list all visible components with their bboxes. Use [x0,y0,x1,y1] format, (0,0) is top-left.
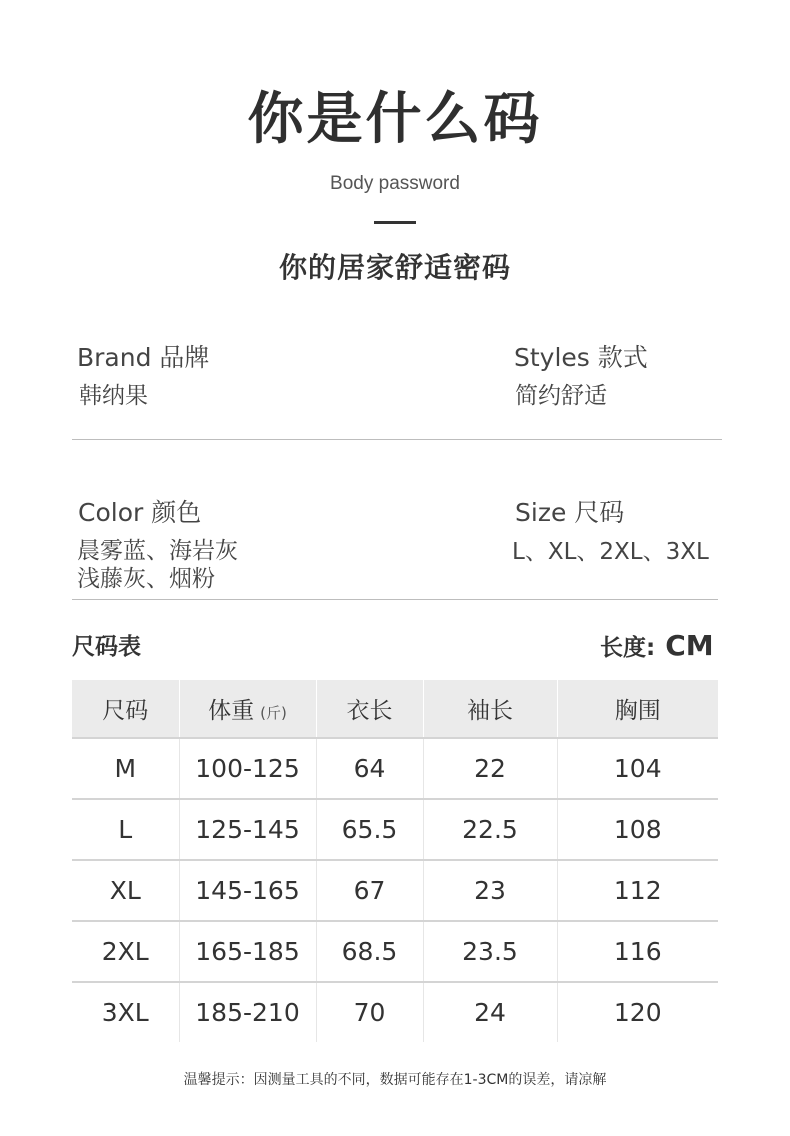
cell-sleeve: 24 [423,982,557,1042]
cell-length: 65.5 [316,799,423,860]
styles-label: Styles 款式 [514,343,648,372]
cell-weight: 100-125 [179,738,316,799]
size-chart-table [72,680,718,1042]
table-row [72,921,718,982]
styles-value: 简约舒适 [515,383,607,409]
cell-chest: 108 [557,799,718,860]
cell-size: L [72,799,179,860]
cell-chest: 104 [557,738,718,799]
table-row [72,860,718,921]
table-header-row [72,680,718,738]
page-subtitle: Body password [330,173,460,194]
cell-size: XL [72,860,179,921]
size-label: Size 尺码 [515,498,625,527]
header-sleeve: 袖长 [423,680,557,738]
unit-value: CM [665,629,714,662]
cell-sleeve: 23 [423,860,557,921]
color-value-line2: 浅藤灰、烟粉 [77,566,215,592]
cell-length: 70 [316,982,423,1042]
table-row [72,982,718,1042]
cell-chest: 120 [557,982,718,1042]
cell-sleeve: 22 [423,738,557,799]
brand-label: Brand 品牌 [77,343,210,372]
header-length: 衣长 [316,680,423,738]
header-weight [179,680,316,738]
cell-length: 68.5 [316,921,423,982]
table-row [72,738,718,799]
cell-length: 67 [316,860,423,921]
header-chest: 胸围 [557,680,718,738]
cell-size: 2XL [72,921,179,982]
unit-label: 长度: [600,635,656,661]
size-chart-title: 尺码表 [72,634,141,660]
size-value: L、XL、2XL、3XL [512,539,709,565]
page-tagline: 你的居家舒适密码 [278,251,511,284]
info-divider-2 [72,599,718,600]
color-label: Color 颜色 [78,498,202,527]
cell-weight: 185-210 [179,982,316,1042]
cell-sleeve: 22.5 [423,799,557,860]
info-divider [72,439,722,440]
header-size: 尺码 [72,680,179,738]
unit-indicator [600,626,714,668]
cell-size: M [72,738,179,799]
measurement-note: 温馨提示：因测量工具的不同，数据可能存在1-3CM的误差，请凉解 [183,1072,607,1088]
cell-weight: 165-185 [179,921,316,982]
cell-sleeve: 23.5 [423,921,557,982]
header-weight-label: 体重 [208,698,255,724]
cell-weight: 125-145 [179,799,316,860]
color-value-line1: 晨雾蓝、海岩灰 [77,538,238,564]
cell-chest: 116 [557,921,718,982]
title-divider [374,221,416,224]
header-weight-unit: (斤) [260,704,287,722]
brand-value: 韩纳果 [79,383,148,409]
cell-chest: 112 [557,860,718,921]
cell-length: 64 [316,738,423,799]
table-row [72,799,718,860]
cell-size: 3XL [101,998,149,1027]
page-title: 你是什么码 [247,87,543,152]
cell-weight: 145-165 [179,860,316,921]
